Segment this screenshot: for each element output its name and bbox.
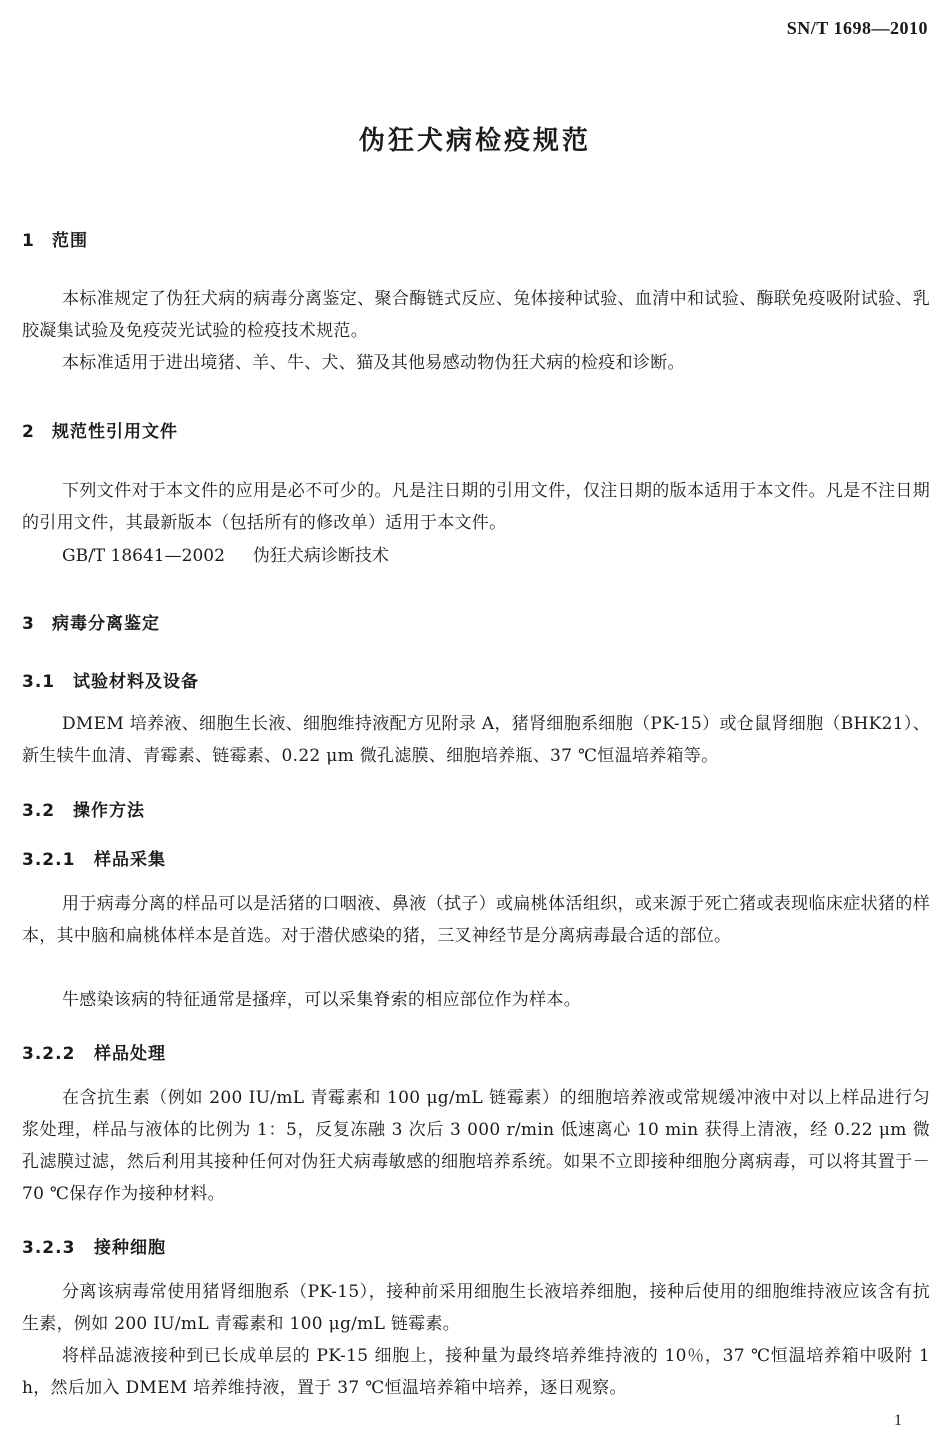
section-title: 范围: [52, 231, 88, 251]
section-3-2-2-paragraph-1: 在含抗生素（例如 200 IU/mL 青霉素和 100 μg/mL 链霉素）的细胞培养液或常规缓冲液中对以上样品进行匀浆处理，样品与液体的比例为 1：5，反复冻融 3 次后 3 000 r/min 低速离心 10 min 获得上清液，经 0.22 μm 微孔滤膜过滤，然后利用其接种任何对伪狂犬病毒敏感的细胞培养系统。如果不立即接种细胞分离病毒，可以将其置于－70 ℃保存作为接种材料。: [22, 1088, 930, 1204]
section-3-2-3-heading: [22, 1233, 166, 1258]
normative-reference: [62, 540, 389, 572]
document-title: 伪狂犬病检疫规范: [358, 126, 591, 156]
section-1-paragraph-2: 本标准适用于进出境猪、羊、牛、犬、猫及其他易感动物伪狂犬病的检疫和诊断。: [62, 353, 685, 373]
section-3-2-1-paragraph-1: 用于病毒分离的样品可以是活猪的口咽液、鼻液（拭子）或扁桃体活组织，或来源于死亡猪或表现临床症状猪的样本，其中脑和扁桃体样本是首选。对于潜伏感染的猪，三叉神经节是分离病毒最合适的部位。: [22, 894, 930, 946]
section-3-2-1-heading: [22, 845, 166, 870]
section-title: 接种细胞: [94, 1238, 166, 1258]
section-title: 病毒分离鉴定: [52, 614, 160, 634]
section-3-2-1-paragraph-2: 牛感染该病的特征通常是搔痒，可以采集脊索的相应部位作为样本。: [62, 990, 581, 1010]
section-number: 3.2.1: [22, 850, 76, 870]
section-3-2-heading: [22, 796, 145, 821]
section-2-paragraph-1: 下列文件对于本文件的应用是必不可少的。凡是注日期的引用文件，仅注日期的版本适用于本文件。凡是不注日期的引用文件，其最新版本（包括所有的修改单）适用于本文件。: [22, 481, 930, 533]
section-3-1-paragraph-1: DMEM 培养液、细胞生长液、细胞维持液配方见附录 A，猪肾细胞系细胞（PK-15）或仓鼠肾细胞（BHK21）、新生犊牛血清、青霉素、链霉素、0.22 μm 微孔滤膜、细胞培养瓶、37 ℃恒温培养箱等。: [22, 714, 930, 766]
section-3-heading: [22, 609, 160, 634]
reference-title: 伪狂犬病诊断技术: [252, 546, 389, 566]
section-1-paragraph-1: 本标准规定了伪狂犬病的病毒分离鉴定、聚合酶链式反应、兔体接种试验、血清中和试验、酶联免疫吸附试验、乳胶凝集试验及免疫荧光试验的检疫技术规范。: [22, 289, 930, 341]
section-title: 样品处理: [94, 1044, 166, 1064]
section-title: 试验材料及设备: [73, 672, 199, 692]
section-number: 3: [22, 614, 35, 634]
section-2-heading: [22, 417, 178, 442]
section-3-2-3-paragraph-1: 分离该病毒常使用猪肾细胞系（PK-15），接种前采用细胞生长液培养细胞，接种后使用的细胞维持液应该含有抗生素，例如 200 IU/mL 青霉素和 100 μg/mL 链霉素。: [22, 1282, 931, 1334]
section-3-2-2-heading: [22, 1039, 166, 1064]
section-3-1-heading: [22, 667, 199, 692]
section-title: 样品采集: [94, 850, 166, 870]
standard-code: SN/T 1698—2010: [786, 18, 928, 38]
section-number: 3.2.3: [22, 1238, 76, 1258]
section-number: 3.2.2: [22, 1044, 76, 1064]
section-1-heading: [22, 226, 88, 251]
page-number: 1: [894, 1412, 902, 1429]
section-title: 规范性引用文件: [52, 422, 178, 442]
section-title: 操作方法: [73, 801, 145, 821]
section-number: 3.1: [22, 672, 56, 692]
reference-code: GB/T 18641—2002: [62, 546, 225, 566]
section-number: 3.2: [22, 801, 56, 821]
section-number: 1: [22, 231, 35, 251]
section-number: 2: [22, 422, 35, 442]
section-3-2-3-paragraph-2: 将样品滤液接种到已长成单层的 PK-15 细胞上，接种量为最终培养维持液的 10％，37 ℃恒温培养箱中吸附 1 h，然后加入 DMEM 培养维持液，置于 37 ℃恒温培养箱中培养，逐日观察。: [22, 1346, 930, 1398]
